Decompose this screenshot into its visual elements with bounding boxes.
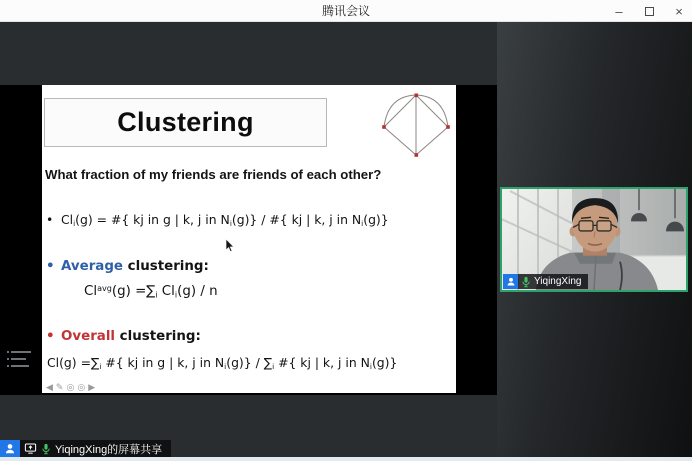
mic-on-icon	[41, 443, 51, 455]
window-controls	[612, 0, 686, 22]
bullet-marker: •	[46, 212, 54, 227]
network-graph-diagram	[378, 90, 454, 160]
share-banner-text: YiqingXing的屏幕共享	[55, 443, 163, 456]
slideshow-nav-controls	[46, 383, 95, 392]
shared-screen-top-strip	[0, 22, 497, 85]
window-bottom-edge	[0, 457, 692, 461]
participant-avatar-icon	[503, 274, 518, 289]
pen-icon: ✎	[55, 382, 64, 392]
menu-icon: ◎	[77, 382, 86, 392]
average-rest: clustering:	[123, 259, 209, 274]
average-highlight: Average	[61, 259, 124, 274]
titlebar[interactable]	[0, 0, 692, 22]
slide-title: Clustering	[117, 107, 254, 137]
overall-clustering-formula: $Cl(g) =\sum_i$ #{ kj in g | k, j in $N_i(g)\} / \sum_i$ #{ kj | k, j in $N_i(g)$}	[47, 355, 398, 372]
shared-mini-list-artifact	[7, 351, 31, 367]
minimize-icon[interactable]: –	[615, 3, 623, 19]
overall-rest: clustering:	[115, 329, 201, 344]
bullet-marker: •	[46, 259, 55, 274]
maximize-icon[interactable]	[642, 4, 656, 18]
zoom-icon: ◎	[66, 382, 75, 392]
screen-share-icon	[24, 442, 37, 455]
slide-title-box	[44, 98, 327, 147]
mic-on-icon	[521, 276, 531, 288]
webcam-tile[interactable]	[500, 187, 688, 292]
average-clustering-formula: $Cl^{avg}(g) =\sum_i$ $Cl_i(g)$ / n	[84, 284, 218, 300]
average-clustering-label	[46, 259, 209, 274]
clustering-coefficient-formula	[46, 212, 389, 228]
overall-clustering-label	[46, 329, 201, 344]
maximize-box-glyph	[645, 7, 654, 16]
sharer-avatar-icon	[0, 440, 20, 457]
slide-question-text: What fraction of my friends are friends of each other?	[45, 167, 382, 182]
close-icon[interactable]: ×	[675, 3, 683, 19]
window-title: 腾讯会议	[321, 4, 370, 18]
formula-text: $Cl_i(g)$ = #{ kj in g | k, j in $N_i(g)$} / #{ kj | k, j in $N_i(g)$}	[61, 212, 389, 229]
previous-slide-icon: ◀	[46, 382, 53, 392]
presentation-slide	[42, 85, 456, 393]
bullet-marker: •	[46, 329, 55, 344]
overall-highlight: Overall	[61, 329, 116, 344]
next-slide-icon: ▶	[88, 382, 96, 392]
participant-name: YiqingXing	[534, 276, 582, 287]
screen-share-banner	[0, 440, 171, 457]
webcam-name-label	[503, 274, 588, 289]
remote-cursor-icon	[225, 239, 235, 258]
